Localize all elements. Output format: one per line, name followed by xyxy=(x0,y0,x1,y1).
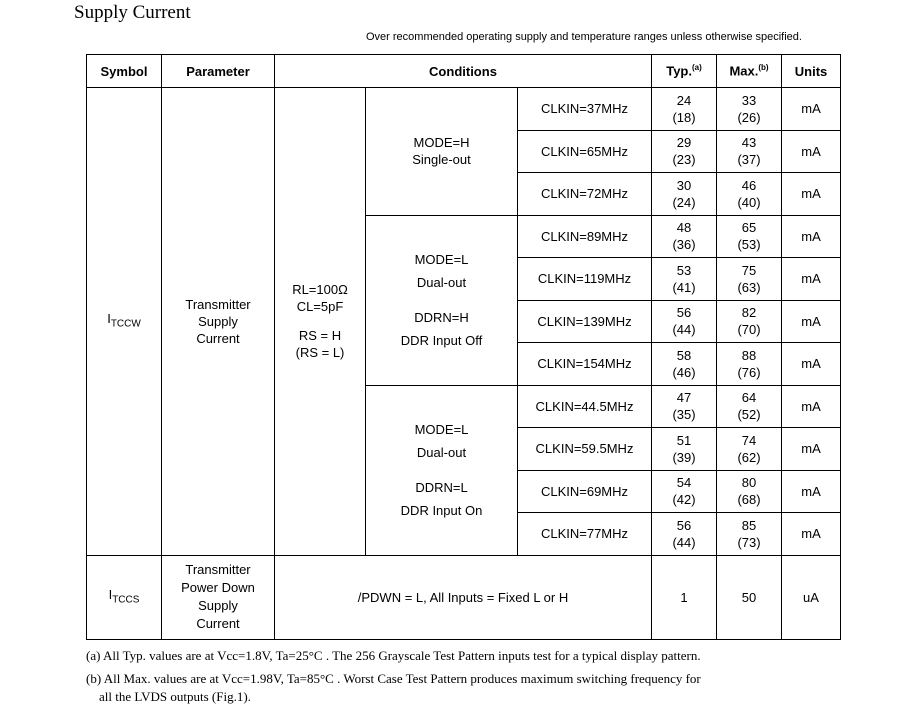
max-alt: (68) xyxy=(737,492,761,508)
unit-value: mA xyxy=(782,343,841,386)
clock-condition: CLKIN=72MHz xyxy=(518,173,652,216)
typ-alt: (41) xyxy=(672,279,696,295)
typ-value xyxy=(652,215,717,258)
unit-value: mA xyxy=(782,385,841,428)
max-alt: (73) xyxy=(737,534,761,550)
max-alt: (40) xyxy=(737,194,761,210)
mode-group-ddr-off xyxy=(366,215,518,385)
parameter-line: Power Down xyxy=(181,580,255,595)
max-value xyxy=(717,470,782,513)
header-parameter: Parameter xyxy=(162,55,275,88)
load-line: RL=100Ω xyxy=(292,282,348,298)
max-main: 64 xyxy=(741,390,757,406)
typ-value xyxy=(652,428,717,471)
unit-value: mA xyxy=(782,215,841,258)
max-alt: (52) xyxy=(737,407,761,423)
max-value xyxy=(717,513,782,556)
load-line: (RS = L) xyxy=(295,345,345,361)
max-main: 46 xyxy=(741,177,757,193)
supply-current-table xyxy=(86,54,841,640)
max-main: 65 xyxy=(741,220,757,236)
header-row xyxy=(87,55,841,88)
mode-line: DDRN=H xyxy=(414,310,469,325)
symbol-sub: TCCW xyxy=(110,318,141,330)
max-alt: (62) xyxy=(737,449,761,465)
mode-line: Single-out xyxy=(412,152,471,168)
max-value xyxy=(717,88,782,131)
mode-line xyxy=(368,461,515,479)
footnotes xyxy=(86,647,846,711)
parameter-line: Current xyxy=(196,330,240,346)
parameter-tccs xyxy=(162,555,275,639)
symbol-main: I xyxy=(107,310,111,326)
max-main: 85 xyxy=(741,517,757,533)
typ-alt: (44) xyxy=(672,534,696,550)
typ-main: 47 xyxy=(676,390,692,406)
typ-value xyxy=(652,88,717,131)
mode-line: Dual-out xyxy=(416,445,467,460)
conditions-note: Over recommended operating supply and temperature ranges unless otherwise specified. xyxy=(366,31,802,43)
mode-line: MODE=L xyxy=(414,252,469,267)
typ-alt: (46) xyxy=(672,364,696,380)
typ-value xyxy=(652,513,717,556)
clock-condition: CLKIN=77MHz xyxy=(518,513,652,556)
max-main: 88 xyxy=(741,347,757,363)
clock-condition: CLKIN=139MHz xyxy=(518,300,652,343)
load-conditions xyxy=(275,88,366,556)
parameter-line: Current xyxy=(196,616,240,631)
mode-line: MODE=L xyxy=(414,422,469,437)
footnote-b-line2: all the LVDS outputs (Fig.1). xyxy=(99,689,251,704)
header-units: Units xyxy=(782,55,841,88)
clock-condition: CLKIN=44.5MHz xyxy=(518,385,652,428)
unit-value: mA xyxy=(782,470,841,513)
max-value xyxy=(717,385,782,428)
max-value xyxy=(717,343,782,386)
symbol-main: I xyxy=(108,586,113,602)
typ-main: 53 xyxy=(676,262,692,278)
typ-value: 1 xyxy=(652,555,717,639)
unit-value: mA xyxy=(782,130,841,173)
unit-value: mA xyxy=(782,428,841,471)
footnote-b-line1: (b) All Max. values are at Vcc=1.98V, Ta=85°C . Worst Case Test Pattern produces maximum switching frequency for xyxy=(86,671,701,686)
unit-value: mA xyxy=(782,513,841,556)
max-value xyxy=(717,300,782,343)
parameter-line: Transmitter xyxy=(185,562,251,577)
max-alt: (76) xyxy=(737,364,761,380)
typ-main: 54 xyxy=(676,475,692,491)
typ-value xyxy=(652,385,717,428)
load-line: CL=5pF xyxy=(296,299,344,315)
header-typ xyxy=(652,55,717,88)
clock-condition: CLKIN=89MHz xyxy=(518,215,652,258)
typ-value xyxy=(652,258,717,301)
load-line xyxy=(277,315,363,327)
table-row xyxy=(87,88,841,131)
max-main: 75 xyxy=(741,262,757,278)
page-title: Supply Current xyxy=(74,2,191,23)
mode-line: DDR Input On xyxy=(400,503,483,518)
max-value xyxy=(717,130,782,173)
parameter-line: Supply xyxy=(198,313,238,329)
typ-main: 29 xyxy=(676,135,692,151)
unit-value: mA xyxy=(782,173,841,216)
max-alt: (37) xyxy=(737,152,761,168)
header-typ-footnote: (a) xyxy=(691,63,702,73)
max-value xyxy=(717,173,782,216)
table-row-power-down xyxy=(87,555,841,639)
typ-value xyxy=(652,343,717,386)
max-value xyxy=(717,428,782,471)
max-alt: (63) xyxy=(737,279,761,295)
typ-value xyxy=(652,130,717,173)
header-conditions: Conditions xyxy=(275,55,652,88)
typ-alt: (35) xyxy=(672,407,696,423)
typ-main: 30 xyxy=(676,177,692,193)
max-value: 50 xyxy=(717,555,782,639)
max-value xyxy=(717,215,782,258)
max-main: 43 xyxy=(741,135,757,151)
typ-alt: (42) xyxy=(672,492,696,508)
typ-main: 51 xyxy=(676,432,692,448)
typ-alt: (18) xyxy=(672,109,696,125)
typ-main: 56 xyxy=(676,517,692,533)
mode-line: MODE=H xyxy=(413,135,470,151)
power-down-condition: /PDWN = L, All Inputs = Fixed L or H xyxy=(275,555,652,639)
symbol-sub: TCCS xyxy=(112,594,140,606)
load-line: RS = H xyxy=(298,328,342,344)
max-alt: (26) xyxy=(737,109,761,125)
mode-line: Dual-out xyxy=(416,275,467,290)
parameter-tccw xyxy=(162,88,275,556)
typ-value xyxy=(652,470,717,513)
typ-value xyxy=(652,173,717,216)
max-main: 82 xyxy=(741,305,757,321)
symbol-tccs xyxy=(87,555,162,639)
typ-alt: (39) xyxy=(672,449,696,465)
header-symbol: Symbol xyxy=(87,55,162,88)
unit-value: uA xyxy=(782,555,841,639)
max-alt: (70) xyxy=(737,322,761,338)
typ-main: 48 xyxy=(676,220,692,236)
typ-main: 56 xyxy=(676,305,692,321)
parameter-line: Transmitter xyxy=(185,296,251,312)
max-value xyxy=(717,258,782,301)
header-typ-label: Typ. xyxy=(666,63,692,79)
unit-value: mA xyxy=(782,300,841,343)
max-alt: (53) xyxy=(737,237,761,253)
mode-line: DDR Input Off xyxy=(400,333,483,348)
typ-alt: (23) xyxy=(672,152,696,168)
mode-group-single-out xyxy=(366,88,518,216)
footnote-a: (a) All Typ. values are at Vcc=1.8V, Ta=25°C . The 256 Grayscale Test Pattern inputs test for a typical display pattern. xyxy=(86,648,701,663)
clock-condition: CLKIN=65MHz xyxy=(518,130,652,173)
clock-condition: CLKIN=69MHz xyxy=(518,470,652,513)
mode-line xyxy=(368,291,515,309)
typ-alt: (24) xyxy=(672,194,696,210)
typ-value xyxy=(652,300,717,343)
footnote-b xyxy=(86,670,846,706)
clock-condition: CLKIN=59.5MHz xyxy=(518,428,652,471)
mode-line: DDRN=L xyxy=(415,480,468,495)
header-max-footnote: (b) xyxy=(758,63,769,73)
header-max-label: Max. xyxy=(729,63,759,79)
header-max xyxy=(717,55,782,88)
symbol-tccw xyxy=(87,88,162,556)
max-main: 80 xyxy=(741,475,757,491)
clock-condition: CLKIN=154MHz xyxy=(518,343,652,386)
unit-value: mA xyxy=(782,88,841,131)
unit-value: mA xyxy=(782,258,841,301)
max-main: 33 xyxy=(741,92,757,108)
max-main: 74 xyxy=(741,432,757,448)
mode-group-ddr-on xyxy=(366,385,518,555)
clock-condition: CLKIN=119MHz xyxy=(518,258,652,301)
clock-condition: CLKIN=37MHz xyxy=(518,88,652,131)
typ-alt: (44) xyxy=(672,322,696,338)
typ-main: 58 xyxy=(676,347,692,363)
typ-main: 24 xyxy=(676,92,692,108)
parameter-line: Supply xyxy=(198,598,238,613)
typ-alt: (36) xyxy=(672,237,696,253)
